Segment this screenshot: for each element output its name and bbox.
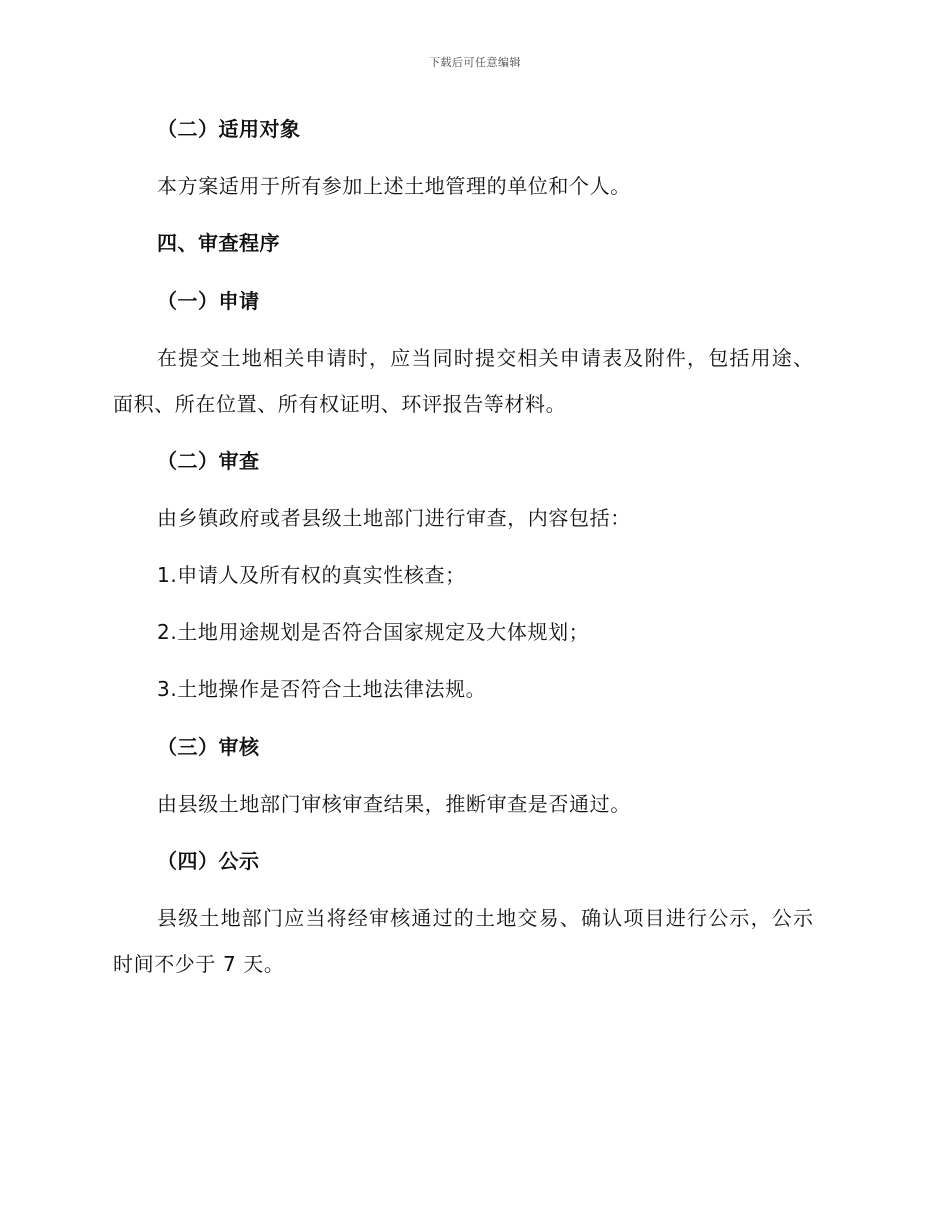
section-heading-publicity: （四）公示 <box>157 849 260 873</box>
review-list-item: 1.申请人及所有权的真实性核查； <box>157 563 466 587</box>
paragraph-apply-line-1: 在提交土地相关申请时，应当同时提交相关申请表及附件，包括用途、 <box>157 346 815 370</box>
paragraph-applicable: 本方案适用于所有参加上述土地管理的单位和个人。 <box>157 174 631 198</box>
review-list-item: 2.土地用途规划是否符合国家规定及大体规划； <box>157 620 590 644</box>
paragraph-audit: 由县级土地部门审核审查结果，推断审查是否通过。 <box>157 792 631 816</box>
section-heading-apply: （一）申请 <box>157 289 260 313</box>
section-heading-audit: （三）审核 <box>157 735 260 759</box>
section-heading-procedure: 四、审查程序 <box>157 231 280 255</box>
section-heading-applicable: （二）适用对象 <box>157 117 301 141</box>
page-header-note: 下载后可任意编辑 <box>429 56 521 69</box>
paragraph-review-intro: 由乡镇政府或者县级土地部门进行审查，内容包括： <box>157 506 631 530</box>
paragraph-publicity-line-1: 县级土地部门应当将经审核通过的土地交易、确认项目进行公示，公示 <box>157 906 815 930</box>
review-list-item: 3.土地操作是否符合土地法律法规。 <box>157 677 487 701</box>
paragraph-apply-line-2: 面积、所在位置、所有权证明、环评报告等材料。 <box>113 392 567 416</box>
paragraph-publicity-line-2: 时间不少于 7 天。 <box>113 952 285 976</box>
section-heading-review: （二）审查 <box>157 449 260 473</box>
